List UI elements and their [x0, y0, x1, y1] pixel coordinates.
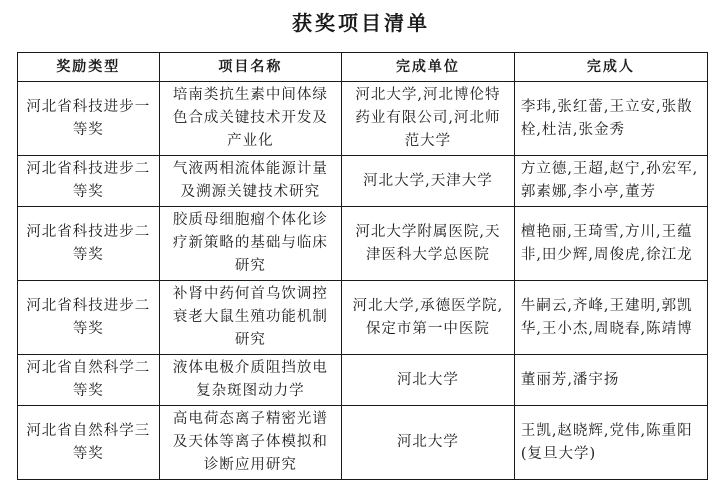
- completing-unit-cell: 河北大学,承德医学院,保定市第一中医院: [342, 281, 515, 355]
- project-name-cell: 气液两相流体能源计量及溯源关键技术研究: [159, 156, 341, 207]
- table-row: [18, 281, 708, 355]
- award-type-cell: 河北省科技进步二等奖: [18, 281, 160, 355]
- table-row: [18, 156, 708, 207]
- project-name-cell: 补肾中药何首乌饮调控衰老大鼠生殖功能机制研究: [159, 281, 341, 355]
- award-type-cell: 河北省科技进步二等奖: [18, 207, 160, 281]
- header-award-type: 奖励类型: [18, 53, 160, 82]
- table-header-row: [18, 53, 708, 82]
- completing-people-cell: 王凯,赵晓辉,党伟,陈重阳(复旦大学): [514, 406, 707, 480]
- award-type-cell: 河北省自然科学二等奖: [18, 355, 160, 406]
- document-title: 获奖项目清单: [292, 11, 430, 35]
- completing-unit-cell: 河北大学: [342, 355, 515, 406]
- table-row: [18, 207, 708, 281]
- table-row: [18, 82, 708, 156]
- completing-unit-cell: 河北大学附属医院,天津医科大学总医院: [342, 207, 515, 281]
- table-row: [18, 355, 708, 406]
- award-table: [17, 52, 708, 480]
- award-type-cell: 河北省科技进步二等奖: [18, 156, 160, 207]
- project-name-cell: 培南类抗生素中间体绿色合成关键技术开发及产业化: [159, 82, 341, 156]
- header-completing-people: 完成人: [514, 53, 707, 82]
- project-name-cell: 胶质母细胞瘤个体化诊疗新策略的基础与临床研究: [159, 207, 341, 281]
- completing-people-cell: 檀艳丽,王琦雪,方川,王蕴非,田少辉,周俊虎,徐江龙: [514, 207, 707, 281]
- completing-unit-cell: 河北大学,天津大学: [342, 156, 515, 207]
- completing-people-cell: 李玮,张红蕾,王立安,张散栓,杜洁,张金秀: [514, 82, 707, 156]
- table-row: [18, 406, 708, 480]
- project-name-cell: 高电荷态离子精密光谱及天体等离子体模拟和诊断应用研究: [159, 406, 341, 480]
- award-type-cell: 河北省科技进步一等奖: [18, 82, 160, 156]
- completing-people-cell: 董丽芳,潘宇扬: [514, 355, 707, 406]
- completing-unit-cell: 河北大学: [342, 406, 515, 480]
- project-name-cell: 液体电极介质阻挡放电复杂斑图动力学: [159, 355, 341, 406]
- award-type-cell: 河北省自然科学三等奖: [18, 406, 160, 480]
- header-completing-unit: 完成单位: [342, 53, 515, 82]
- completing-unit-cell: 河北大学,河北博伦特药业有限公司,河北师范大学: [342, 82, 515, 156]
- completing-people-cell: 牛嗣云,齐峰,王建明,郭凯华,王小杰,周晓春,陈靖博: [514, 281, 707, 355]
- completing-people-cell: 方立德,王超,赵宁,孙宏军,郭素娜,李小亭,董芳: [514, 156, 707, 207]
- header-project-name: 项目名称: [159, 53, 341, 82]
